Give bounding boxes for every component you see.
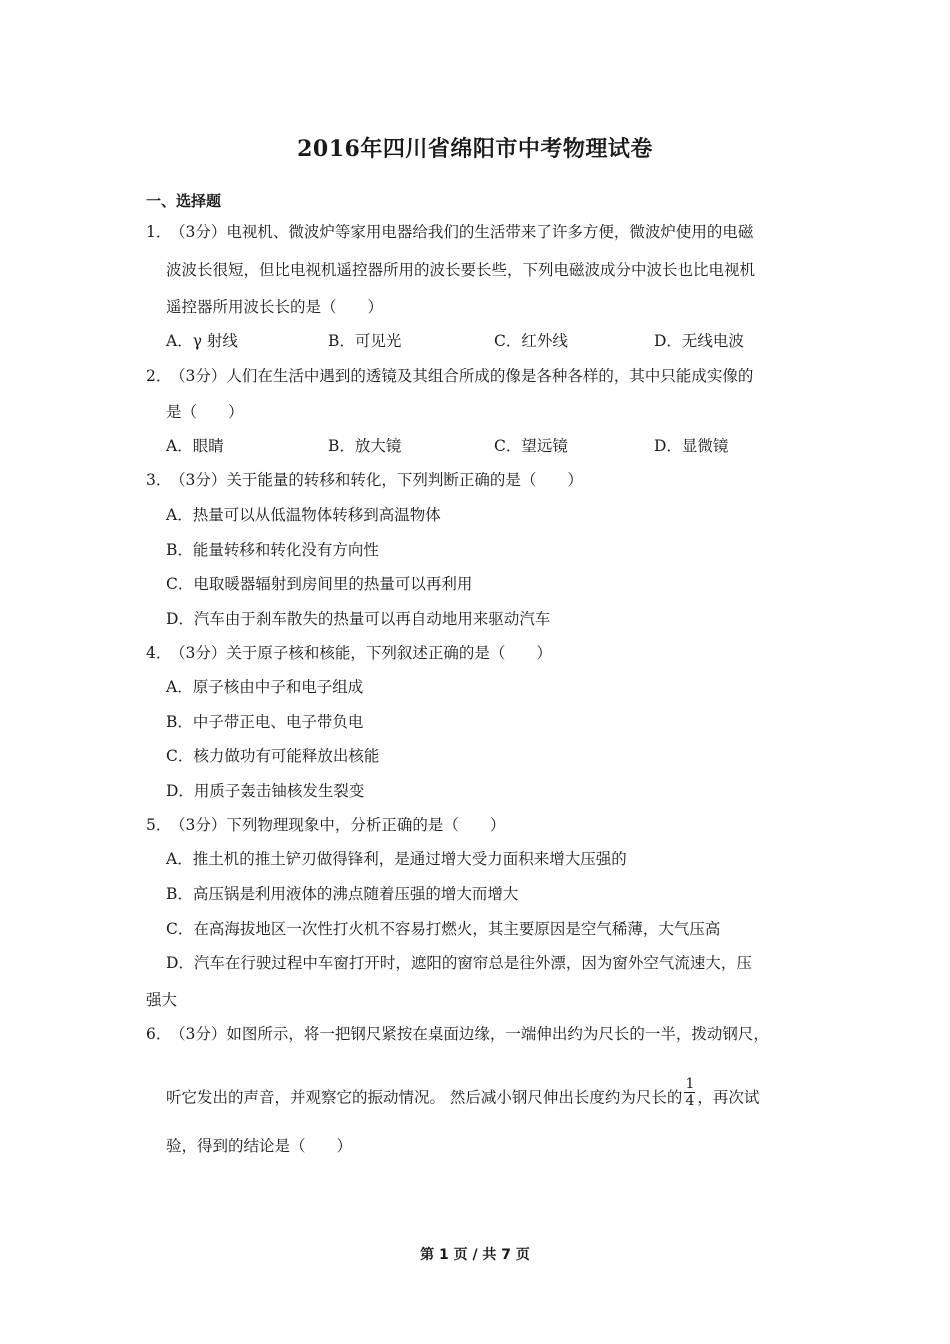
- option-a: A．原子核由中子和电子组成: [166, 678, 364, 696]
- question-text: 遥控器所用波长长的是（ ）: [166, 298, 384, 316]
- question-number: 4．: [146, 644, 172, 662]
- option-b: B．中子带正电、电子带负电: [166, 713, 364, 731]
- option-a: A．眼睛: [166, 437, 224, 455]
- question-6: [146, 1024, 769, 1044]
- section-heading: 一、选择题: [146, 192, 222, 210]
- question-text: 是（ ）: [166, 403, 244, 421]
- question-text: 听它发出的声音，并观察它的振动情况。 然后减小钢尺伸出长度约为尺长的: [166, 1088, 683, 1107]
- question-number: 2．: [146, 367, 172, 385]
- option-b: B．高压锅是利用液体的沸点随着压强的增大而增大: [166, 885, 519, 903]
- option-c: C．红外线: [494, 332, 568, 350]
- question-text: （3分）电视机、微波炉等家用电器给我们的生活带来了许多方便，微波炉使用的电磁: [170, 223, 754, 241]
- option-c: C．核力做功有可能释放出核能: [166, 747, 380, 765]
- option-d-continuation: 强大: [146, 991, 178, 1009]
- question-text: ，再次试: [697, 1088, 760, 1107]
- question-text: （3分）下列物理现象中，分析正确的是（ ）: [170, 816, 506, 834]
- option-d: D．用质子轰击铀核发生裂变: [166, 782, 365, 800]
- question-text: 验，得到的结论是（ ）: [166, 1137, 353, 1155]
- option-d: D．汽车由于刹车散失的热量可以再自动地用来驱动汽车: [166, 610, 551, 628]
- question-number: 5．: [146, 816, 172, 834]
- fraction-numerator: 1: [685, 1076, 695, 1092]
- question-text: （3分）如图所示，将一把钢尺紧按在桌面边缘，一端伸出约为尺长的一半，拨动钢尺，: [170, 1025, 769, 1043]
- option-a: A．γ 射线: [166, 332, 238, 350]
- question-text: 波波长很短，但比电视机遥控器所用的波长要长些，下列电磁波成分中波长也比电视机: [166, 261, 756, 279]
- question-4: [146, 643, 552, 663]
- question-text: （3分）关于原子核和核能，下列叙述正确的是（ ）: [170, 644, 552, 662]
- question-number: 6．: [146, 1025, 172, 1043]
- option-a: A．热量可以从低温物体转移到高温物体: [166, 506, 441, 524]
- page-title: 2016年四川省绵阳市中考物理试卷: [297, 136, 653, 162]
- question-2: [146, 366, 753, 386]
- fraction-one-quarter: [684, 1076, 695, 1109]
- option-c: C．电取暖器辐射到房间里的热量可以再利用: [166, 575, 473, 593]
- option-b: B．放大镜: [328, 437, 402, 455]
- fraction-denominator: 4: [685, 1093, 695, 1109]
- option-d: D．汽车在行驶过程中车窗打开时，遮阳的窗帘总是往外漂，因为窗外空气流速大，压: [166, 954, 752, 972]
- option-a: A．推土机的推土铲刃做得锋利，是通过增大受力面积来增大压强的: [166, 850, 627, 868]
- question-1: [146, 222, 753, 242]
- question-number: 1．: [146, 223, 172, 241]
- option-d: D．显微镜: [654, 437, 729, 455]
- question-5: [146, 815, 505, 835]
- question-text: （3分）人们在生活中遇到的透镜及其组合所成的像是各种各样的，其中只能成实像的: [170, 367, 754, 385]
- question-number: 3．: [146, 471, 172, 489]
- option-c: C．在高海拔地区一次性打火机不容易打燃火，其主要原因是空气稀薄，大气压高: [166, 920, 721, 938]
- option-b: B．可见光: [328, 332, 402, 350]
- question-text-with-fraction: [166, 1076, 760, 1115]
- question-3: [146, 470, 583, 490]
- option-d: D．无线电波: [654, 332, 744, 350]
- question-text: （3分）关于能量的转移和转化，下列判断正确的是（ ）: [170, 471, 583, 489]
- page-footer: 第 1 页 / 共 7 页: [420, 1247, 530, 1263]
- option-c: C．望远镜: [494, 437, 568, 455]
- option-b: B．能量转移和转化没有方向性: [166, 541, 379, 559]
